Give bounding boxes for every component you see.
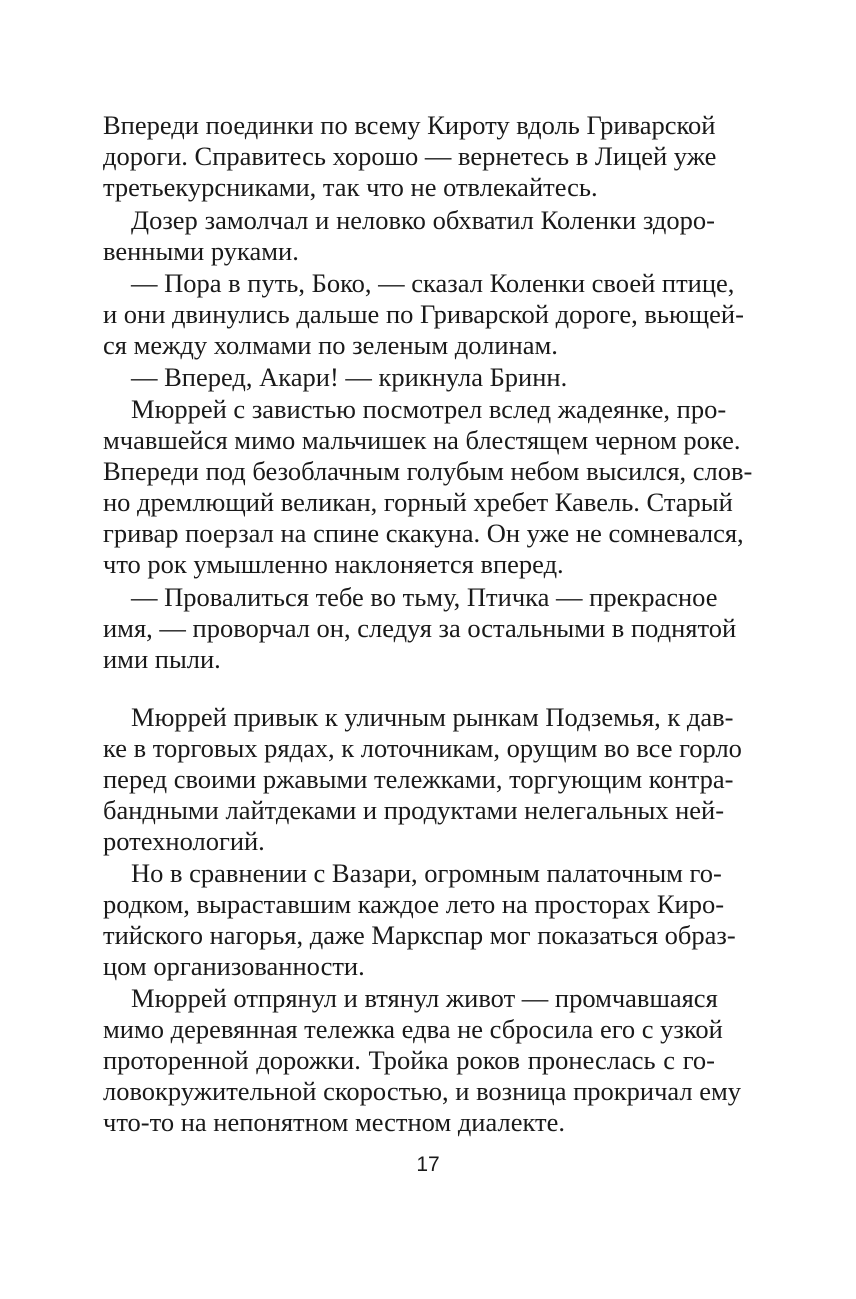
- text-line: Дозер замолчал и неловко обхватил Коленки здоро-: [131, 205, 715, 235]
- text-line: Впереди под безоблачным голубым небом высился, слов-: [103, 456, 753, 486]
- text-line: что рок умышленно наклоняется вперед.: [103, 549, 564, 579]
- text-line: бандными лайтдеками и продуктами нелегальных ней-: [103, 795, 725, 825]
- text-line: перед своими ржавыми тележками, торгующим контра-: [103, 764, 734, 794]
- text-line: имя, — проворчал он, следуя за остальными в поднятой: [103, 613, 737, 643]
- text-line: ке в торговых рядах, к лоточникам, орущим во все горло: [103, 733, 742, 763]
- text-line: третьекурсниками, так что не отвлекайтесь.: [103, 172, 598, 202]
- text-line: мимо деревянная тележка едва не сбросила его с узкой: [103, 1014, 723, 1044]
- text-line: венными руками.: [103, 236, 299, 266]
- text-line: тийского нагорья, даже Маркспар мог показаться образ-: [103, 920, 736, 950]
- text-line: дороги. Справитесь хорошо — вернетесь в Лицей уже: [103, 141, 717, 171]
- page-number: 17: [416, 1153, 440, 1176]
- text-line: — Пора в путь, Боко, — сказал Коленки своей птице,: [131, 268, 735, 298]
- text-line: — Провалиться тебе во тьму, Птичка — прекрасное: [131, 582, 718, 612]
- text-line: Впереди поединки по всему Кироту вдоль Гриварской: [103, 110, 716, 140]
- text-line: что-то на непонятном местном диалекте.: [103, 1107, 565, 1137]
- text-line: ими пыли.: [103, 644, 221, 674]
- text-line: ротехнологий.: [103, 826, 265, 856]
- text-line: мчавшейся мимо мальчишек на блестящем черном роке.: [103, 425, 741, 455]
- text-line: Мюррей с завистью посмотрел вслед жадеянке, про-: [131, 394, 727, 424]
- text-line: ловокружительной скоростью, и возница прокричал ему: [103, 1076, 742, 1106]
- text-line: Мюррей привык к уличным рынкам Подземья, к дав-: [131, 702, 734, 732]
- text-line: — Вперед, Акари! — крикнула Бринн.: [131, 362, 568, 392]
- text-line: и они двинулись дальше по Гриварской дороге, вьющей-: [103, 299, 744, 329]
- text-line: родком, выраставшим каждое лето на просторах Киро-: [103, 889, 725, 919]
- text-line: Но в сравнении с Вазари, огромным палаточным го-: [131, 858, 722, 888]
- text-line: проторенной дорожки. Тройка роков пронеслась с го-: [103, 1045, 715, 1075]
- text-line: но дремлющий великан, горный хребет Кавель. Старый: [103, 487, 733, 517]
- text-line: ся между холмами по зеленым долинам.: [103, 330, 558, 360]
- text-line: гривар поерзал на спине скакуна. Он уже не сомневался,: [103, 518, 744, 548]
- text-line: цом организованности.: [103, 951, 365, 981]
- text-line: Мюррей отпрянул и втянул живот — промчавшаяся: [131, 983, 718, 1013]
